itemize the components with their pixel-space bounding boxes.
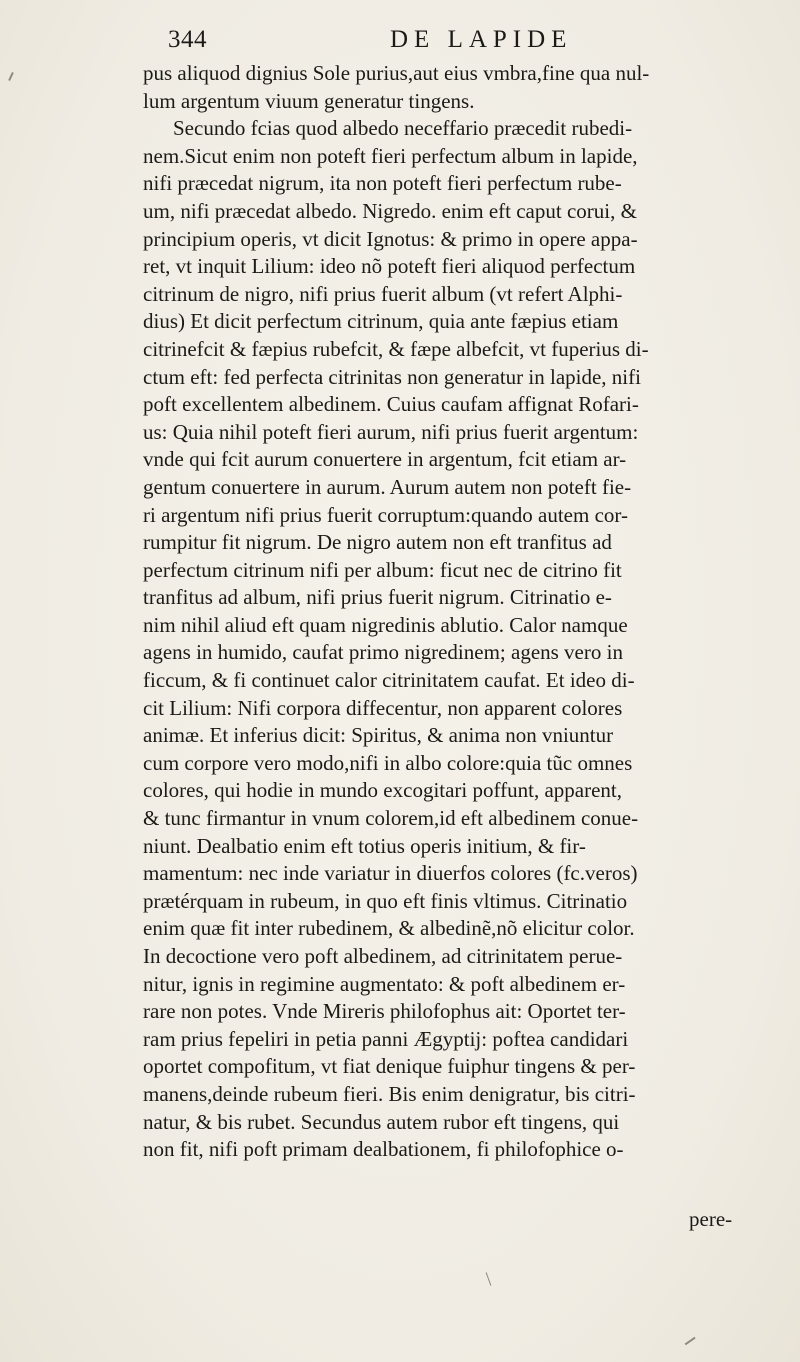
text-line: prætérquam in rubeum, in quo eft finis vltimus. Citrinatio bbox=[143, 888, 628, 913]
margin-pencil-mark bbox=[486, 1272, 492, 1285]
page-number: 344 bbox=[168, 26, 207, 53]
text-line: cit Lilium: Nifi corpora diffecentur, non apparent colores bbox=[143, 695, 623, 720]
text-line: In decoctione vero poft albedinem, ad citrinitatem perue- bbox=[143, 944, 623, 968]
text-line: oportet compofitum, vt fiat denique fuiphur tingens & per- bbox=[143, 1054, 636, 1079]
text-line: ctum eft: fed perfecta citrinitas non generatur in lapide, nifi bbox=[143, 364, 641, 389]
text-line: citrinum de nigro, nifi prius fuerit album (vt refert Alphi- bbox=[143, 281, 623, 306]
text-line: poft excellentem albedinem. Cuius caufam affignat Rofari- bbox=[143, 392, 639, 417]
text-line: mamentum: nec inde variatur in diuerfos colores (fc.veros) bbox=[143, 861, 638, 886]
text-line: rare non potes. Vnde Mireris philofophus ait: Oportet ter- bbox=[143, 999, 626, 1024]
text-line: natur, & bis rubet. Secundus autem rubor eft tingens, qui bbox=[143, 1109, 620, 1134]
text-line: cum corpore vero modo,nifi in albo colore:quia tũc omnes bbox=[143, 750, 633, 775]
text-line: lum argentum viuum generatur tingens. bbox=[143, 88, 475, 113]
text-line: pus aliquod dignius Sole purius,aut eius vmbra,fine qua nul- bbox=[143, 61, 650, 85]
text-line: colores, qui hodie in mundo excogitari poffunt, apparent, bbox=[143, 778, 622, 803]
text-line: rumpitur fit nigrum. De nigro autem non eft tranfitus ad bbox=[143, 530, 612, 555]
body-text bbox=[143, 60, 783, 1164]
text-line: ri argentum nifi prius fuerit corruptum:quando autem cor- bbox=[143, 502, 628, 527]
text-line: dius) Et dicit perfectum citrinum, quia ante fæpius etiam bbox=[143, 309, 619, 334]
text-line: nim nihil aliud eft quam nigredinis ablutio. Calor namque bbox=[143, 612, 628, 637]
text-line: non fit, nifi poft primam dealbationem, fi philofophice o- bbox=[143, 1137, 624, 1162]
catchword: pere- bbox=[689, 1207, 733, 1231]
text-line: agens in humido, caufat primo nigredinem; agens vero in bbox=[143, 640, 623, 665]
text-line: ret, vt inquit Lilium: ideo nõ poteft fieri aliquod perfectum bbox=[143, 254, 636, 279]
text-line: perfectum citrinum nifi per album: ficut nec de citrino fit bbox=[143, 557, 622, 582]
text-line: ficcum, & fi continuet calor citrinitatem caufat. Et ideo di- bbox=[143, 668, 635, 693]
text-line: niunt. Dealbatio enim eft totius operis initium, & fir- bbox=[143, 833, 586, 858]
text-line: um, nifi præcedat albedo. Nigredo. enim eft caput corui, & bbox=[143, 198, 637, 223]
text-line: animæ. Et inferius dicit: Spiritus, & anima non vniuntur bbox=[143, 723, 614, 748]
text-line: ram prius fepeliri in petia panni Ægyptij: poftea candidari bbox=[143, 1026, 629, 1051]
text-line: tranfitus ad album, nifi prius fuerit nigrum. Citrinatio e- bbox=[143, 585, 612, 610]
text-line: nifi præcedat nigrum, ita non poteft fieri perfectum rube- bbox=[143, 171, 622, 196]
text-line: us: Quia nihil poteft fieri aurum, nifi prius fuerit argentum: bbox=[143, 419, 639, 444]
text-line: citrinefcit & fæpius rubefcit, & fæpe albefcit, vt fuperius di- bbox=[143, 336, 649, 361]
margin-pencil-mark bbox=[8, 72, 14, 81]
text-line: gentum conuertere in aurum. Aurum autem non poteft fie- bbox=[143, 474, 632, 499]
text-line: manens,deinde rubeum fieri. Bis enim denigratur, bis citri- bbox=[143, 1081, 636, 1106]
text-line: nem.Sicut enim non poteft fieri perfectum album in lapide, bbox=[143, 143, 638, 168]
text-line: vnde qui fcit aurum conuertere in argentum, fcit etiam ar- bbox=[143, 447, 627, 472]
margin-pencil-mark bbox=[685, 1337, 696, 1345]
text-line: principium operis, vt dicit Ignotus: & primo in opere appa- bbox=[143, 226, 638, 251]
text-line: Secundo fcias quod albedo neceffario præcedit rubedi- bbox=[173, 116, 633, 141]
page-header bbox=[168, 26, 608, 58]
text-line: nitur, ignis in regimine augmentato: & poft albedinem er- bbox=[143, 971, 626, 996]
text-line: enim quæ fit inter rubedinem, & albedinẽ,nõ elicitur color. bbox=[143, 916, 635, 941]
text-line: & tunc firmantur in vnum colorem,id eft albedinem conue- bbox=[143, 806, 639, 831]
running-title: DE LAPIDE bbox=[390, 26, 573, 53]
